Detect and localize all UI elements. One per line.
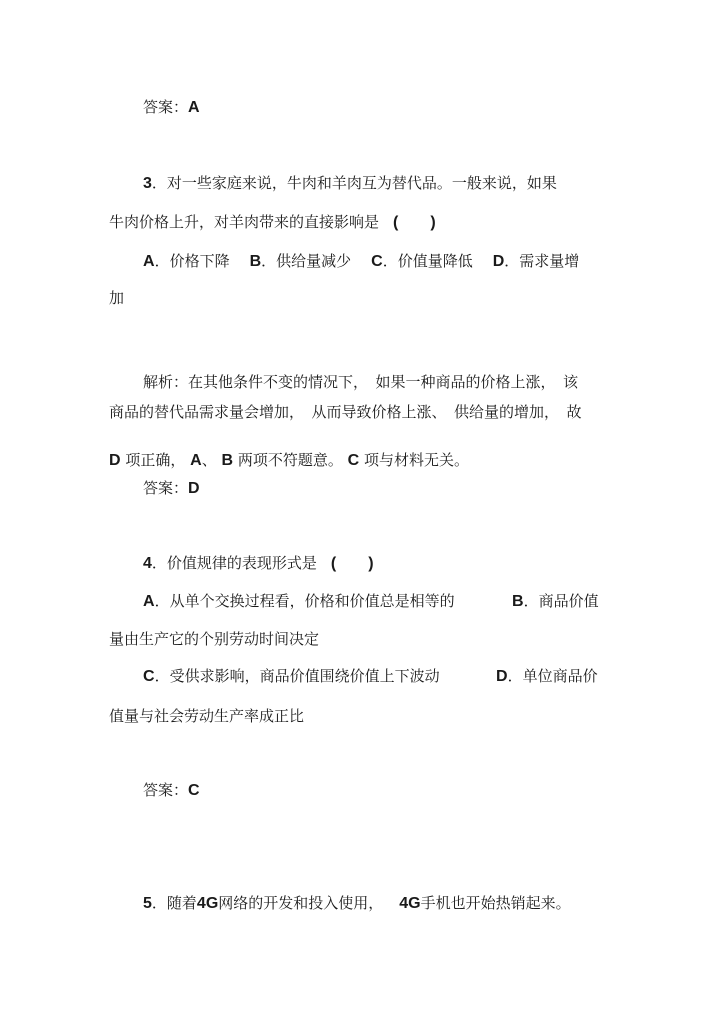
q4-option-a: A．从单个交换过程看，价格和价值总是相等的: [143, 592, 455, 610]
answer-blank: ( ): [330, 555, 374, 572]
answer-value: D: [188, 480, 200, 497]
answer-value: C: [188, 782, 200, 799]
option-c: C．价值量降低: [371, 252, 473, 270]
answer-value: A: [188, 99, 200, 116]
q3-analysis-line3: D 项正确， A、 B 两项不符题意。 C 项与材料无关。: [109, 451, 469, 469]
option-d: D．需求量增: [492, 252, 580, 270]
q4-option-d: D．单位商品价: [496, 667, 598, 685]
question-text: ．价值规律的表现形式是: [151, 554, 317, 572]
q3-options-line: [143, 251, 579, 272]
q3-stem-line2: [109, 212, 436, 233]
question-text: 牛肉价格上升，对羊肉带来的直接影响是: [109, 213, 380, 231]
question-number: 4: [143, 555, 152, 572]
answer-label: 答案：: [143, 479, 189, 497]
q4-option-d-continued: 值量与社会劳动生产率成正比: [109, 707, 305, 725]
q3-stem-line1: [143, 173, 557, 194]
q3-analysis-line2: 商品的替代品需求量会增加， 从而导致价格上涨、 供给量的增加， 故: [109, 403, 582, 421]
question-text: ．对一些家庭来说，牛肉和羊肉互为替代品。一般来说，如果: [151, 174, 557, 192]
question-number: 3: [143, 175, 152, 192]
q4-option-b-continued: 量由生产它的个别劳动时间决定: [109, 630, 320, 648]
q4-answer-line: [143, 780, 200, 801]
q3-option-d-continued: 加: [109, 289, 125, 307]
q5-stem-line: 5．随着4G网络的开发和投入使用， 4G手机也开始热销起来。: [143, 894, 571, 912]
q4-option-b: B．商品价值: [512, 592, 599, 610]
q2-answer-line: [143, 97, 200, 118]
q3-answer-line: [143, 478, 200, 499]
answer-label: 答案：: [143, 98, 189, 116]
answer-blank: ( ): [393, 214, 436, 231]
q4-option-c: C．受供求影响，商品价值围绕价值上下波动: [143, 667, 440, 685]
answer-label: 答案：: [143, 781, 189, 799]
option-b: B．供给量减少: [249, 252, 352, 270]
q4-stem-line: [143, 553, 374, 574]
question-number: 5: [143, 895, 152, 912]
option-a: A．价格下降: [143, 252, 230, 270]
q3-analysis-line1: 解析：在其他条件不变的情况下， 如果一种商品的价格上涨， 该: [143, 373, 579, 391]
